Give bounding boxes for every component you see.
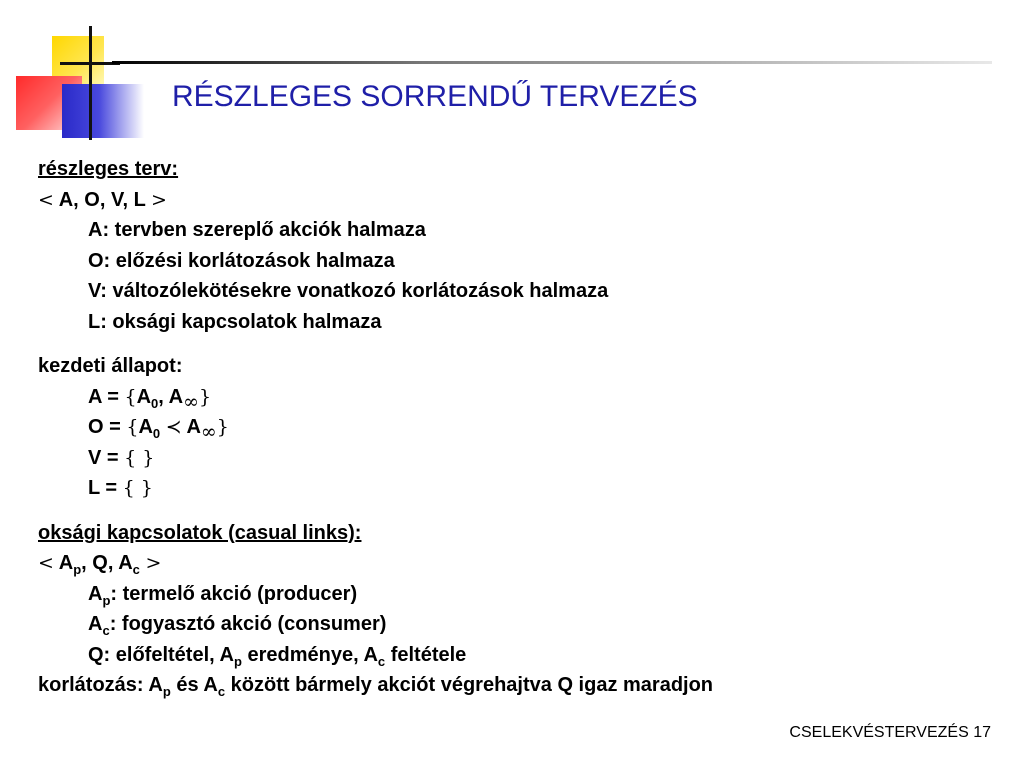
partial-plan-tuple: < A, O, V, L >	[38, 188, 167, 211]
logo-horizontal-line	[60, 62, 120, 65]
header-divider	[112, 61, 992, 64]
partial-plan-item-o: O: előzési korlátozások halmaza	[88, 249, 395, 272]
partial-plan-item-v: V: változólekötésekre vonatkozó korlátozások halmaza	[88, 280, 609, 302]
initial-state-a: $A = \{A_0$, $A_\infty$}	[88, 385, 212, 413]
causal-link-tuple: < $A_p$, Q, $A_c$ >	[38, 552, 162, 577]
initial-state-o: $O = \{A_0$ ≺ $A_\infty$}	[88, 416, 229, 443]
slide-content	[38, 154, 998, 701]
causal-link-condition: Q: előfeltétel, $A_p$ eredménye, $A_c$ feltétele	[88, 643, 467, 669]
causal-link-producer: $A_p$: termelő akció (producer)	[88, 582, 358, 608]
slide-footer: CSELEKVÉSTERVEZÉS 17	[789, 724, 991, 741]
slide-title: RÉSZLEGES SORRENDŰ TERVEZÉS	[172, 80, 698, 113]
causal-link-consumer: $A_c$: fogyasztó akció (consumer)	[88, 613, 387, 638]
logo-blue-square	[62, 84, 144, 138]
slide-logo-decoration	[0, 0, 150, 150]
initial-state-heading: kezdeti állapot:	[38, 355, 183, 377]
partial-plan-item-l: L: oksági kapcsolatok halmaza	[88, 310, 382, 333]
partial-plan-heading: részleges terv:	[38, 158, 179, 180]
initial-state-v: V = { }	[88, 446, 155, 469]
causal-links-heading: oksági kapcsolatok (casual links):	[38, 521, 362, 544]
initial-state-l: L = { }	[88, 477, 153, 499]
logo-vertical-line	[89, 26, 92, 140]
partial-plan-item-a: A: tervben szereplő akciók halmaza	[88, 219, 426, 241]
constraint-line: korlátozás: $A_p$ és $A_c$ között bármely akciót végrehajtva Q igaz maradjon	[38, 674, 714, 699]
